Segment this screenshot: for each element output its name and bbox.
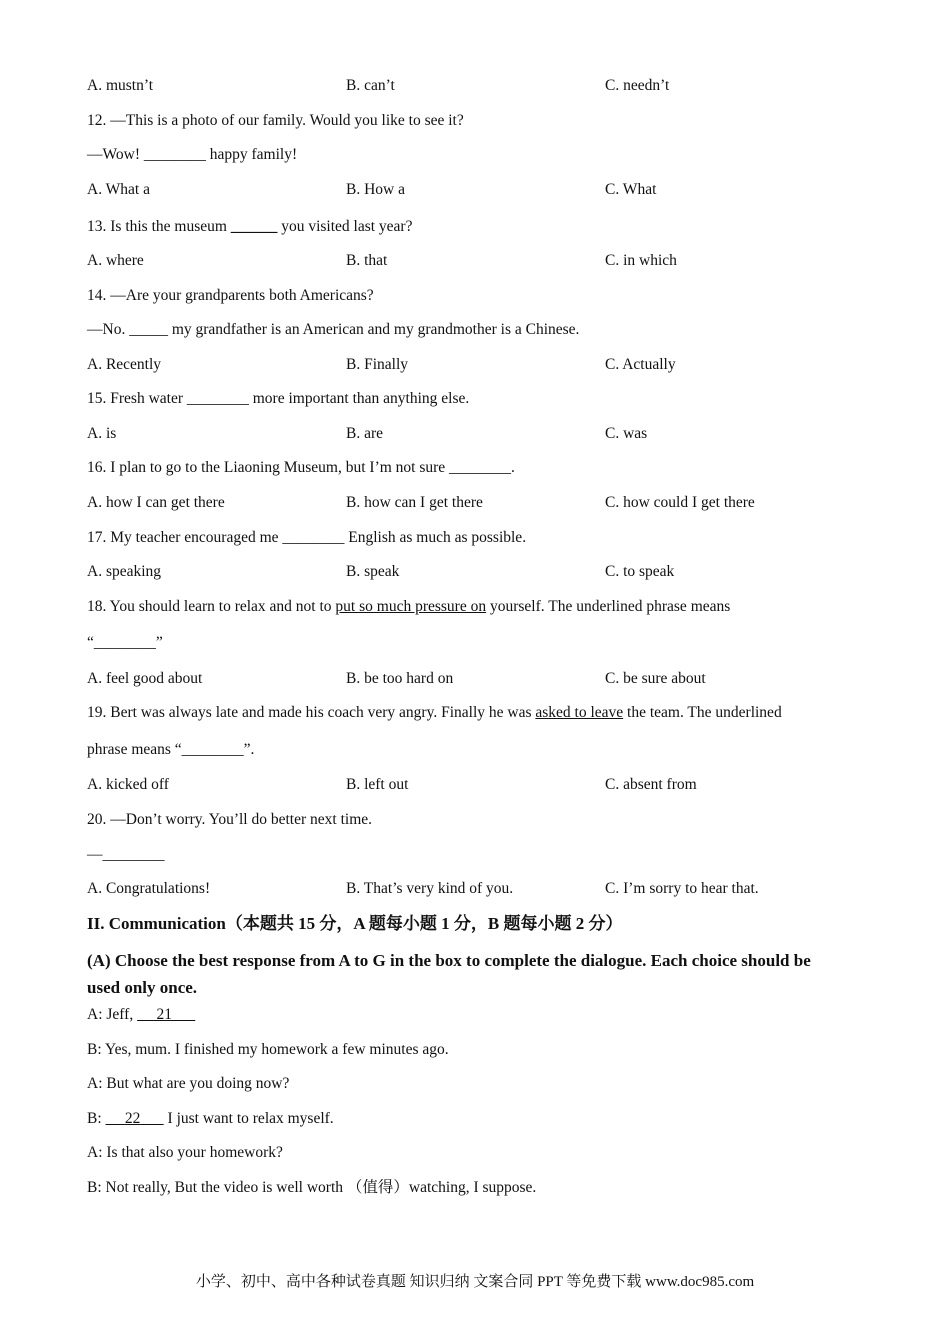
q20-option-a: A. Congratulations! (87, 880, 211, 897)
dialogue-line-3: A: But what are you doing now? (87, 1075, 290, 1092)
q18-underlined-phrase: put so much pressure on (335, 598, 487, 615)
dialogue-line-5: A: Is that also your homework? (87, 1144, 283, 1161)
q14-reply: —No. _____ my grandfather is an American and my grandmother is a Chinese. (87, 321, 580, 338)
dialogue-line-1-text: A: Jeff, (87, 1006, 138, 1023)
q12-option-b: B. How a (346, 181, 405, 198)
q19-stem-post: the team. The underlined (623, 704, 782, 721)
q13-stem (87, 217, 412, 237)
q13-blank: ______ (230, 218, 278, 235)
q16-option-b: B. how can I get there (346, 494, 483, 511)
q19-stem-pre: 19. Bert was always late and made his coach very angry. Finally he was (87, 704, 536, 721)
q14-stem: 14. —Are your grandparents both Americans? (87, 287, 374, 304)
q14-option-b: B. Finally (346, 356, 409, 373)
q12-stem: 12. —This is a photo of our family. Would you like to see it? (87, 112, 464, 129)
q17-stem: 17. My teacher encouraged me ________ English as much as possible. (87, 529, 527, 546)
q18-blank-line: “________” (87, 634, 163, 651)
dialogue-line-1 (87, 1005, 195, 1025)
q15-option-a: A. is (87, 425, 117, 442)
section-2-title: II. Communication（本题共 15 分，A 题每小题 1 分，B 题每小题 2 分） (87, 914, 623, 933)
q13-option-b: B. that (346, 252, 388, 269)
q17-option-c: C. to speak (605, 563, 675, 580)
q19-option-b: B. left out (346, 776, 409, 793)
q17-option-b: B. speak (346, 563, 400, 580)
q12-option-a: A. What a (87, 181, 150, 198)
q20-reply: —________ (87, 846, 165, 863)
q19-option-c: C. absent from (605, 776, 697, 793)
q18-stem-pre: 18. You should learn to relax and not to (87, 598, 336, 615)
q17-option-a: A. speaking (87, 563, 162, 580)
q19-stem (87, 703, 782, 723)
q13-stem-post: you visited last year? (277, 218, 413, 235)
q19-underlined-phrase: asked to leave (535, 704, 624, 721)
dialogue-line-4 (87, 1109, 334, 1129)
blank-22-number: 22 (124, 1110, 141, 1127)
q16-stem: 16. I plan to go to the Liaoning Museum, but I’m not sure ________. (87, 459, 515, 476)
q15-option-b: B. are (346, 425, 384, 442)
q16-option-c: C. how could I get there (605, 494, 755, 511)
q20-option-b: B. That’s very kind of you. (346, 880, 514, 897)
q11-option-b: B. can’t (346, 77, 395, 94)
blank-21 (137, 1006, 195, 1023)
q20-option-c: C. I’m sorry to hear that. (605, 880, 759, 897)
q18-option-b: B. be too hard on (346, 670, 454, 687)
q14-option-c: C. Actually (605, 356, 676, 373)
blank-22 (106, 1110, 164, 1127)
q18-stem-post: yourself. The underlined phrase means (486, 598, 731, 615)
page-footer: 小学、初中、高中各种试卷真题 知识归纳 文案合同 PPT 等免费下载 www.doc985.com (195, 1274, 755, 1290)
dialogue-line-4-speaker: B: (87, 1110, 106, 1127)
q18-option-a: A. feel good about (87, 670, 203, 687)
q12-option-c: C. What (605, 181, 657, 198)
q11-option-c: C. needn’t (605, 77, 670, 94)
q15-option-c: C. was (605, 425, 648, 442)
q15-stem: 15. Fresh water ________ more important than anything else. (87, 390, 470, 407)
q19-blank-line: phrase means “________”. (87, 741, 255, 758)
dialogue-line-6: B: Not really, But the video is well worth （值得）watching, I suppose. (87, 1179, 537, 1196)
q13-stem-pre: 13. Is this the museum (87, 218, 231, 235)
q19-option-a: A. kicked off (87, 776, 169, 793)
q18-stem (87, 597, 730, 617)
q20-stem: 20. —Don’t worry. You’ll do better next time. (87, 811, 373, 828)
q16-option-a: A. how I can get there (87, 494, 225, 511)
part-a-instructions: (A) Choose the best response from A to G in the box to complete the dialogue. Each choice should be used only once. (87, 951, 811, 997)
q13-option-c: C. in which (605, 252, 677, 269)
dialogue-line-4-text: I just want to relax myself. (163, 1110, 334, 1127)
dialogue-line-2: B: Yes, mum. I finished my homework a few minutes ago. (87, 1041, 449, 1058)
q12-reply: —Wow! ________ happy family! (87, 146, 298, 163)
q14-option-a: A. Recently (87, 356, 162, 373)
q13-option-a: A. where (87, 252, 144, 269)
q11-option-a: A. mustn’t (87, 77, 154, 94)
blank-21-number: 21 (156, 1006, 172, 1023)
q18-option-c: C. be sure about (605, 670, 706, 687)
